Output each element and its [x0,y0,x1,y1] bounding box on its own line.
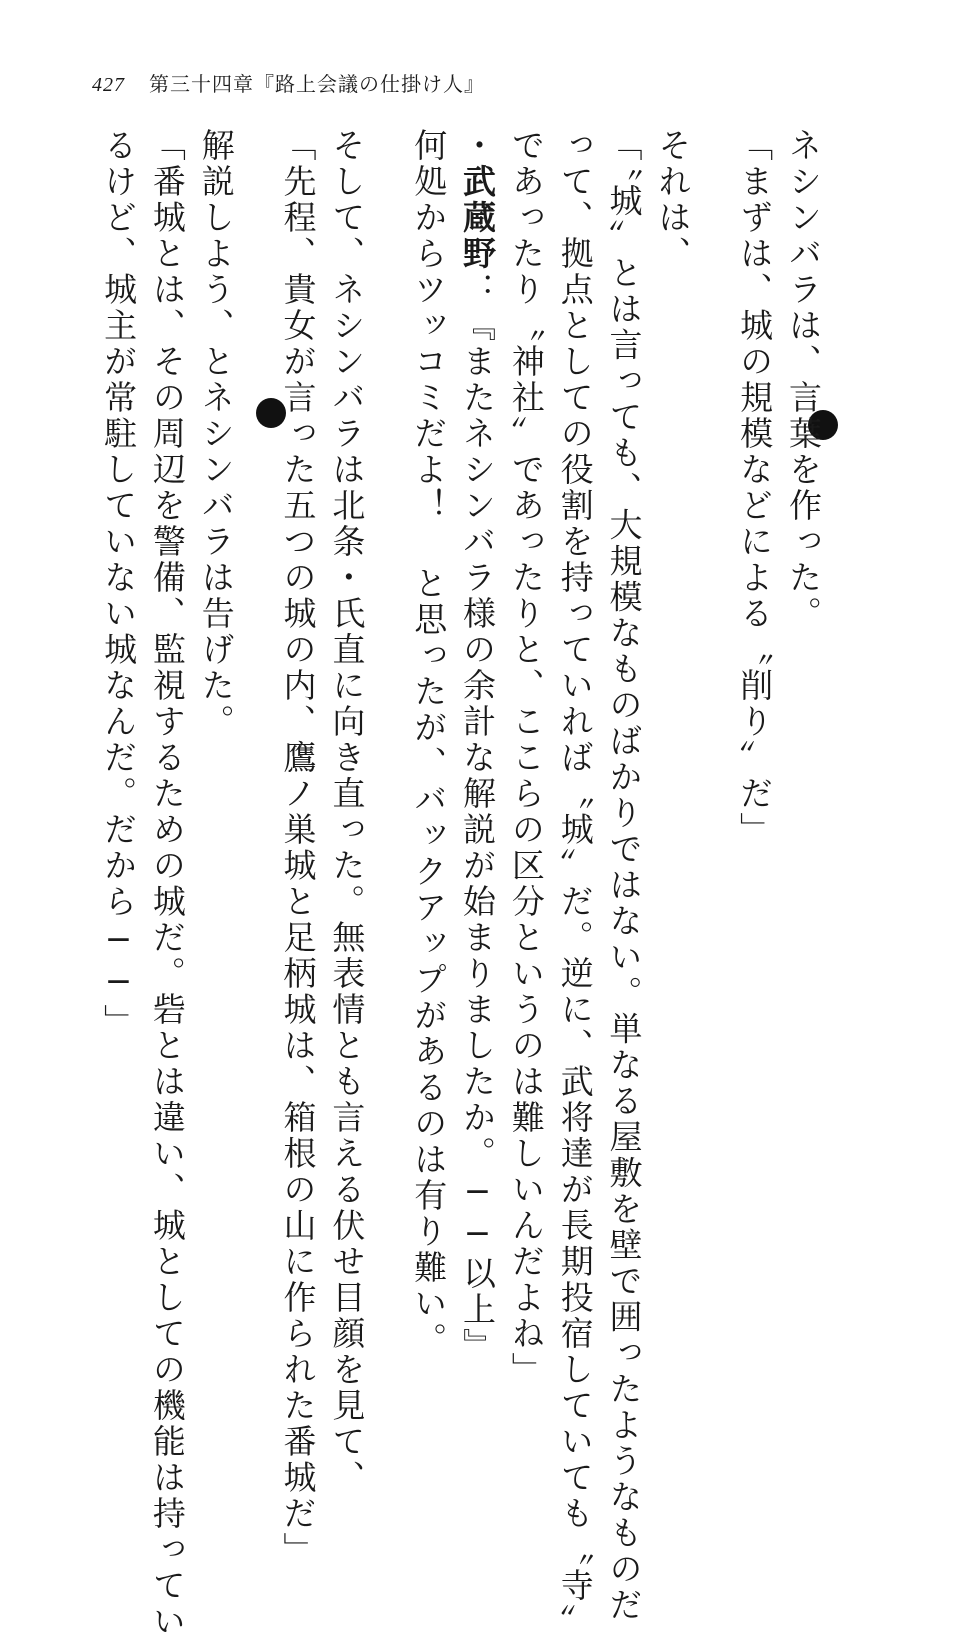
chapter-title: 第三十四章『路上会議の仕掛け人』 [149,72,485,96]
page-header [92,68,485,97]
text-line: 何処からツッコミだよ！ と思ったが、バックアップがあるのは有り難い。 [409,128,449,1358]
text-line: 解説しよう、とネシンバラは告げた。 [196,128,236,740]
page-number: 427 [92,74,125,96]
text-line: 「番城とは、その周辺を警備、監視するための城だ。砦とは違い、城としての機能は持ってい [147,128,187,1640]
text-line: 「〝城〟とは言っても、大規模なものばかりではない。単なる屋敷を壁で囲ったようなものだ [604,128,644,1624]
text-line: であったり〝神社〟であったりと、ここらの区分というのは難しいんだよね」 [506,128,546,1388]
text-line: 「先程、貴女が言った五つの城の内、鷹ノ巣城と足柄城は、箱根の山に作られた番城だ」 [278,128,318,1568]
speaker-line-text: ：『またネシンバラ様の余計な解説が始まりましたか。──以上』 [458,272,498,1364]
speaker-line: ・武蔵野：『またネシンバラ様の余計な解説が始まりましたか。──以上』 [458,128,498,1364]
text-line: そして、ネシンバラは北条・氏直に向き直った。無表情とも言える伏せ目顔を見て、 [327,128,367,1496]
text-line: 「まずは、城の規模などによる〝削り〟だ」 [735,128,775,848]
text-line: それは、 [653,128,693,272]
text-line: ネシンバラは、言葉を作った。 [784,128,823,632]
text-line: るけど、城主が常駐していない城なんだ。だから──」 [99,128,139,1040]
novel-body-text [80,128,860,1640]
text-line: って、拠点としての役割を持っていれば〝城〟だ。逆に、武将達が長期投宿していても〝寺〟 [555,128,595,1640]
speaker-name: 武蔵野 [458,164,498,272]
